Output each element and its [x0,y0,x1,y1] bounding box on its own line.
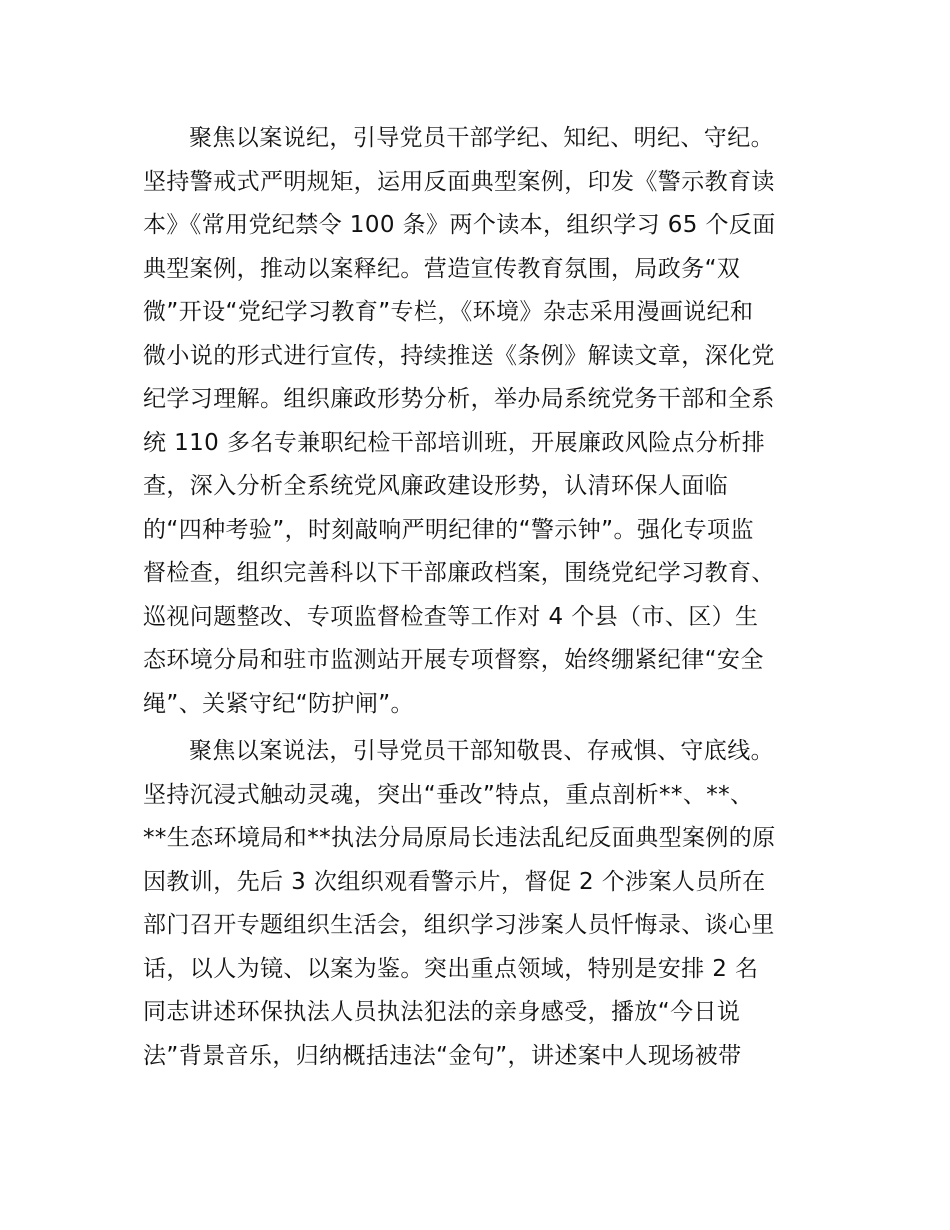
paragraph-discipline-by-cases [143,117,813,726]
text-line: 微小说的形式进行宣传，持续推送《条例》解读文章，深化党 [143,342,775,369]
text-line: 坚持警戒式严明规矩，运用反面典型案例，印发《警示教育读 [143,168,775,195]
text-line: 微”开设“党纪学习教育”专栏，《环境》杂志采用漫画说纪和 [143,299,754,325]
text-line: 法”背景音乐，归纳概括违法“金句”，讲述案中人现场被带 [143,1042,742,1069]
text-line: 巡视问题整改、专项监督检查等工作对 4 个县（市、区）生 [143,603,759,630]
text-line: 聚焦以案说纪，引导党员干部学纪、知纪、明纪、守纪。 [189,125,774,151]
text-line: 部门召开专题组织生活会，组织学习涉案人员忏悔录、谈心里 [143,912,775,938]
text-line: 聚焦以案说法，引导党员干部知敬畏、存戒惧、守底线。 [189,738,774,764]
text-line: 统 110 多名专兼职纪检干部培训班，开展廉政风险点分析排 [143,429,766,456]
text-line: 因教训，先后 3 次组织观看警示片，督促 2 个涉案人员所在 [143,868,766,895]
text-line: 坚持沉浸式触动灵魂，突出“垂改”特点，重点剖析**、**、 [143,781,754,808]
text-line: **生态环境局和**执法分局原局长违法乱纪反面典型案例的原 [143,825,776,851]
text-line: 督检查，组织完善科以下干部廉政档案，围绕党纪学习教育、 [143,560,775,586]
text-line: 纪学习理解。组织廉政形势分析，举办局系统党务干部和全系 [143,386,775,412]
paragraph-law-by-cases [143,730,813,1078]
text-line: 态环境分局和驻市监测站开展专项督察，始终绷紧纪律“安全 [143,647,764,673]
text-line: 绳”、关紧守纪“防护闸”。 [143,690,414,717]
text-line: 查，深入分析全系统党风廉政建设形势，认清环保人面临 [143,473,728,499]
text-line: 话，以人为镜、以案为鉴。突出重点领域，特别是安排 2 名 [143,955,759,982]
document-body [143,117,813,1078]
text-line: 本》《常用党纪禁令 100 条》两个读本，组织学习 65 个反面 [143,212,776,238]
text-line: 典型案例，推动以案释纪。营造宣传教育氛围，局政务“双 [143,255,741,282]
text-line: 的“四种考验”，时刻敲响严明纪律的“警示钟”。强化专项监 [143,516,754,543]
text-line: 同志讲述环保执法人员执法犯法的亲身感受，播放“今日说 [143,999,741,1025]
